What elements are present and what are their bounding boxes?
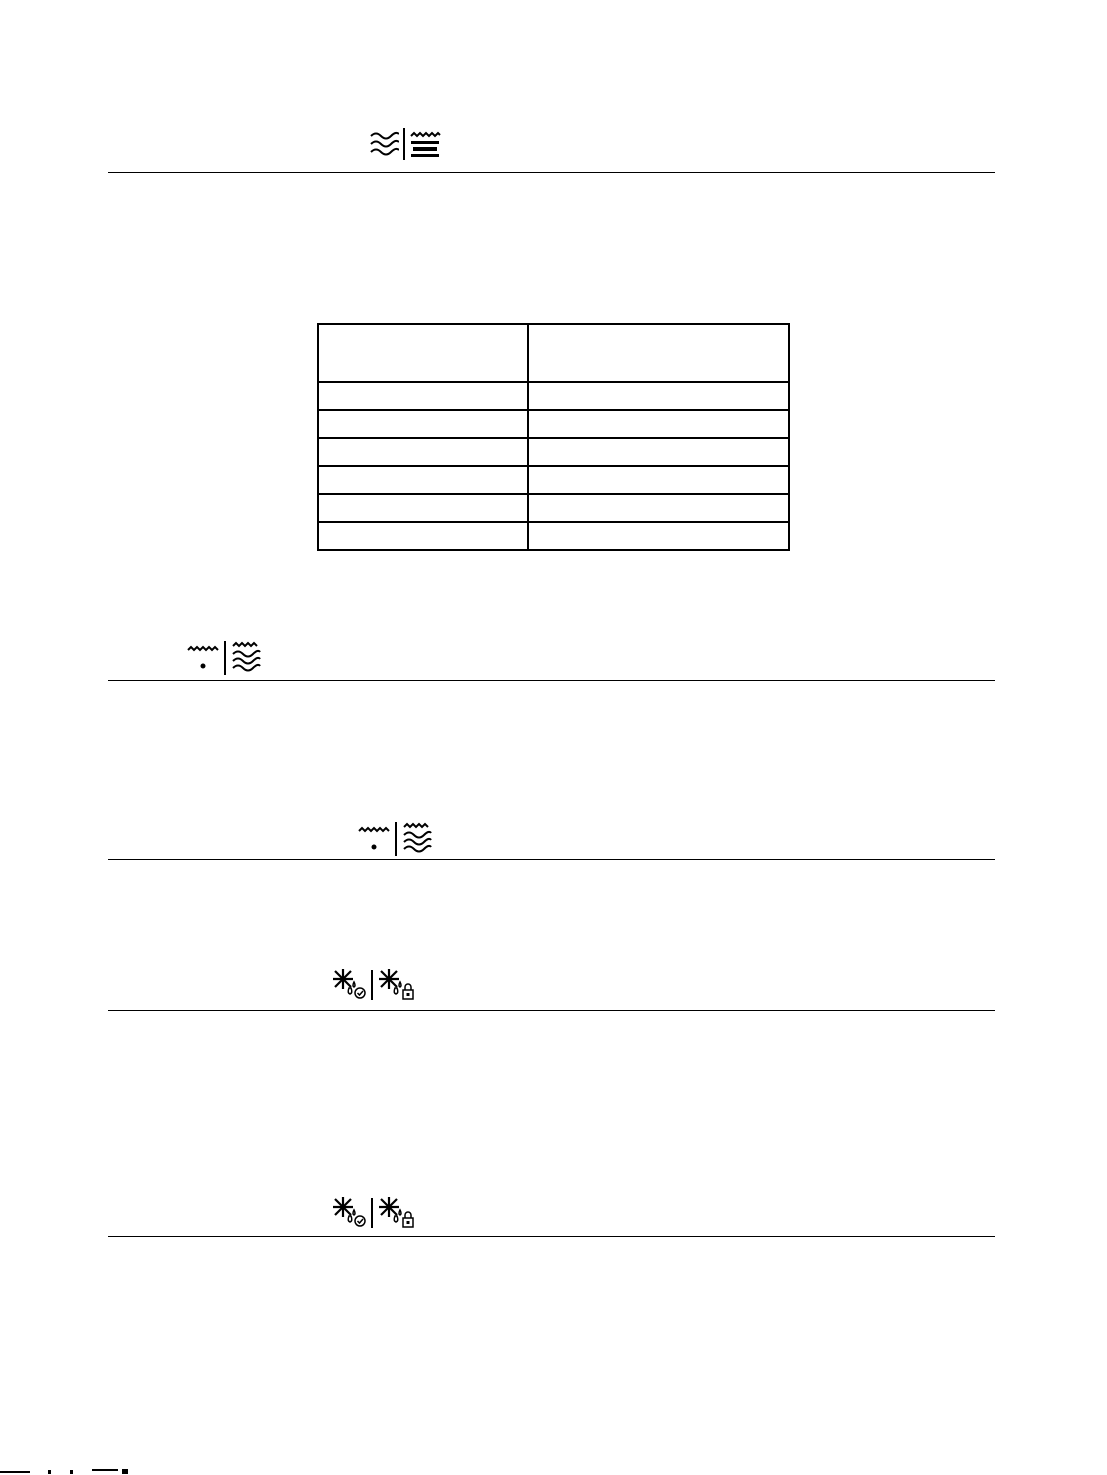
table-cell bbox=[318, 410, 528, 438]
table-cell bbox=[528, 382, 789, 410]
table-row bbox=[318, 522, 789, 550]
table-row bbox=[318, 382, 789, 410]
table-cell bbox=[318, 494, 528, 522]
table-cell bbox=[528, 466, 789, 494]
symbol-group-drip-steam bbox=[186, 641, 262, 675]
section-divider bbox=[108, 1010, 995, 1011]
table-row bbox=[318, 494, 789, 522]
section-divider bbox=[108, 859, 995, 860]
steam-waves-icon bbox=[369, 128, 399, 160]
drip-water-icon bbox=[357, 822, 391, 856]
table-cell bbox=[318, 466, 528, 494]
drip-water-icon bbox=[186, 641, 220, 675]
spray-timer-icon bbox=[331, 1196, 367, 1228]
table-header-cell bbox=[318, 324, 528, 382]
table-cell bbox=[528, 494, 789, 522]
symbol-group-steam-water bbox=[369, 128, 441, 160]
table-row bbox=[318, 466, 789, 494]
table-cell bbox=[318, 522, 528, 550]
table-header-cell bbox=[528, 324, 789, 382]
table-cell bbox=[318, 438, 528, 466]
symbol-separator bbox=[371, 1198, 373, 1228]
symbol-separator bbox=[395, 822, 397, 856]
settings-table bbox=[317, 323, 790, 551]
steam-waves-icon bbox=[401, 822, 433, 856]
table-cell bbox=[528, 410, 789, 438]
table-cell bbox=[528, 522, 789, 550]
cropped-footer-marks bbox=[0, 1468, 150, 1475]
table-row bbox=[318, 410, 789, 438]
spray-lock-icon bbox=[377, 968, 415, 1000]
symbol-group-drip-steam-second bbox=[357, 822, 433, 856]
symbol-group-spray-second bbox=[331, 1196, 415, 1228]
steam-waves-icon bbox=[230, 641, 262, 675]
table-cell bbox=[528, 438, 789, 466]
water-tray-icon bbox=[409, 128, 441, 160]
table-row bbox=[318, 438, 789, 466]
section-divider bbox=[108, 680, 995, 681]
symbol-separator bbox=[371, 970, 373, 1000]
table-header-row bbox=[318, 324, 789, 382]
symbol-group-spray bbox=[331, 968, 415, 1000]
table-cell bbox=[318, 382, 528, 410]
spray-timer-icon bbox=[331, 968, 367, 1000]
section-divider bbox=[108, 172, 995, 173]
spray-lock-icon bbox=[377, 1196, 415, 1228]
symbol-separator bbox=[403, 128, 405, 160]
section-divider bbox=[108, 1236, 995, 1237]
symbol-separator bbox=[224, 641, 226, 675]
